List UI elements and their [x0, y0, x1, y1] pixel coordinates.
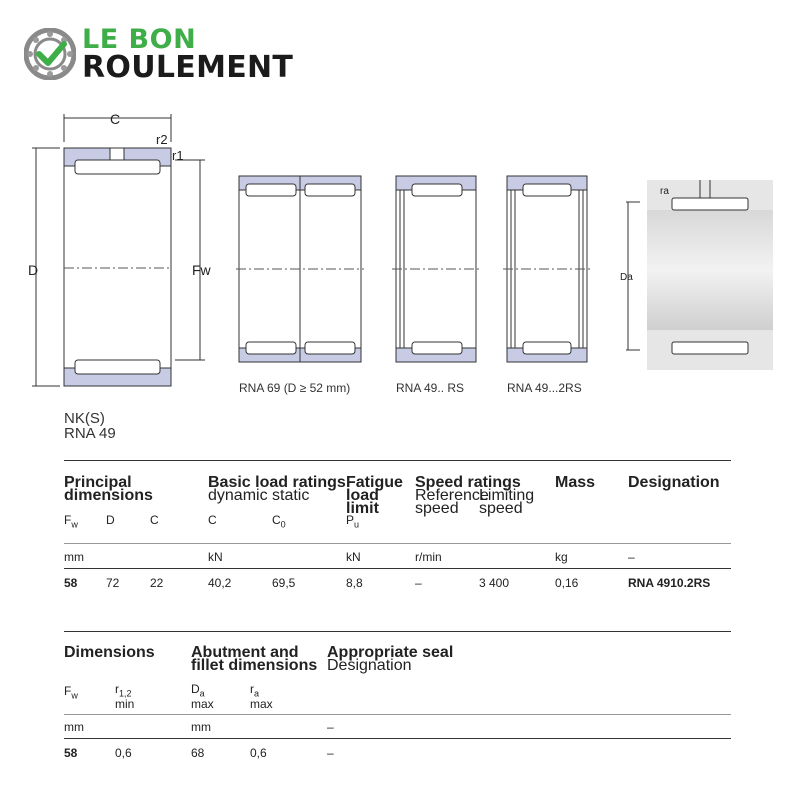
label-c: C — [110, 111, 121, 127]
bearing-check-icon — [24, 28, 76, 80]
table2-data-rule — [64, 738, 731, 739]
caption-rna49-rs: RNA 49.. RS — [396, 381, 465, 395]
sym2-da: $D_a$ max — [191, 682, 214, 712]
hdr-limiting: Limiting speed — [479, 487, 535, 517]
table1-top-rule — [64, 460, 731, 461]
val-static: 69,5 — [272, 576, 296, 590]
caption-rna69: RNA 69 (D ≥ 52 mm) — [239, 381, 351, 395]
unit-rmin: r/min — [415, 550, 442, 564]
sym-fw: $F_w$ — [64, 513, 78, 530]
unit-mm: mm — [64, 550, 84, 564]
val2-da: 68 — [191, 746, 205, 760]
table2-units-rule — [64, 714, 731, 715]
hdr-fatigue: Fatigue load limit — [346, 474, 403, 517]
hdr-dimensions: Dimensions — [64, 644, 155, 661]
val2-r12: 0,6 — [115, 746, 132, 760]
rna69-drawing — [236, 176, 364, 362]
brand-line2: ROULEMENT — [82, 50, 294, 85]
val-fw: 58 — [64, 576, 78, 590]
label-da: Da — [620, 272, 633, 283]
val2-seal: – — [327, 746, 334, 760]
unit-kn-fatigue: kN — [346, 550, 361, 564]
val-d: 72 — [106, 576, 120, 590]
val-c: 22 — [150, 576, 164, 590]
unit2-dash: – — [327, 720, 334, 734]
series-name: NK(S) — [64, 410, 105, 427]
hdr-seal: Appropriate seal — [327, 644, 454, 661]
hdr-principal: Principal dimensions — [64, 474, 153, 504]
hdr-designation: Designation — [628, 474, 720, 491]
abutment-drawing — [626, 180, 773, 370]
val2-ra: 0,6 — [250, 746, 267, 760]
label-fw: Fw — [192, 262, 211, 278]
hdr-dynamic: dynamic — [208, 487, 268, 504]
sym-d: D — [106, 513, 115, 527]
sym2-r12: $r_{1,2}$ min — [115, 682, 135, 712]
sym-c0: $C_0$ — [272, 513, 286, 530]
hdr-static: static — [272, 487, 310, 504]
val-limiting-speed: 3 400 — [479, 576, 510, 590]
brand-logo — [24, 26, 304, 86]
unit2-mm-abutment: mm — [191, 720, 211, 734]
unit-kn-load: kN — [208, 550, 223, 564]
val-designation: RNA 4910.2RS — [628, 576, 711, 590]
table2-top-rule — [64, 631, 731, 632]
rna49-rs-drawing — [392, 176, 480, 362]
sym-c: C — [150, 513, 159, 527]
val-reference-speed: – — [415, 576, 422, 590]
label-r1: r1 — [172, 148, 184, 163]
sym-pu: $P_u$ — [346, 513, 360, 530]
hdr-speed: Speed ratings — [415, 474, 521, 491]
brand-line1: LE BON — [82, 24, 197, 55]
hdr-mass: Mass — [555, 474, 596, 491]
val-mass: 0,16 — [555, 576, 579, 590]
unit2-mm: mm — [64, 720, 84, 734]
val2-fw: 58 — [64, 746, 78, 760]
caption-rna49-2rs: RNA 49...2RS — [507, 381, 582, 395]
hdr-basic: Basic load ratings — [208, 474, 346, 491]
sym2-ra: $r_a$ max — [250, 682, 273, 712]
series-subname: RNA 49 — [64, 425, 116, 442]
label-r2: r2 — [156, 132, 168, 147]
label-d: D — [28, 262, 39, 278]
hdr-reference: Reference speed — [415, 487, 489, 517]
unit-kg: kg — [555, 550, 568, 564]
unit-dash: – — [628, 550, 635, 564]
val-dynamic: 40,2 — [208, 576, 232, 590]
table1-data-rule — [64, 568, 731, 569]
sym-cdyn: C — [208, 513, 217, 527]
sym2-fw: $F_w$ — [64, 684, 78, 701]
val-fatigue: 8,8 — [346, 576, 363, 590]
rna49-2rs-drawing — [503, 176, 591, 362]
label-ra: ra — [660, 186, 669, 197]
hdr-seal-designation: Designation — [327, 657, 412, 674]
hdr-abutment: Abutment and fillet dimensions — [191, 644, 318, 674]
table1-units-rule — [64, 543, 731, 544]
